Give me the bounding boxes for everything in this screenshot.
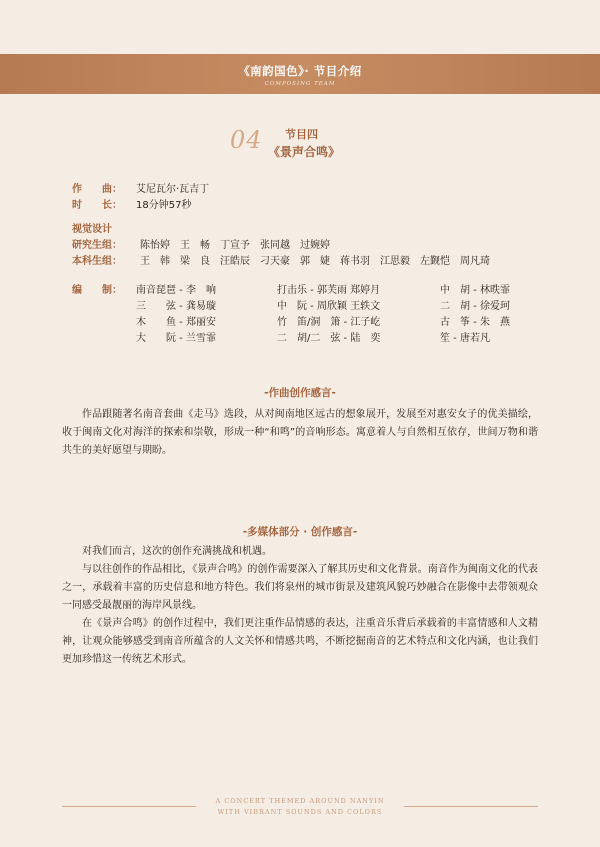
header-title: 《南韵国色》· 节目介绍	[238, 64, 362, 78]
duration-label: 时 长：	[72, 200, 122, 211]
orch-cell: 二 胡 - 徐爱珂	[440, 301, 510, 312]
composer-label: 作 曲：	[72, 184, 122, 195]
program-number: 04	[230, 126, 263, 154]
footer-line-2: WITH VIBRANT SOUNDS AND COLORS	[217, 808, 383, 816]
program-label: 节目四	[285, 128, 318, 141]
visual-heading: 视觉设计	[72, 224, 112, 235]
media-notes-para-3: 在《景声合鸣》的创作过程中，我们更注重作品情感的表达，注重音乐背后承载着的丰富情感和人文精神，让观众能够感受到南音所蕴含的人文关怀和情感共鸣，不断挖掘南音的艺术特点和文化内涵，也让我们更加珍惜这一传统艺术形式。	[62, 618, 538, 665]
orchestration-label: 编 制：	[72, 285, 122, 296]
media-notes-heading: -多媒体部分 · 创作感言-	[242, 526, 358, 538]
media-notes-para-2: 与以往创作的作品相比，《景声合鸣》的创作需要深入了解其历史和文化背景。南音作为闽南文化的代表之一，承载着丰富的历史信息和地方特色。我们将泉州的城市街景及建筑风貌巧妙融合在影像中去带领观众一同感受最靓丽的海岸风景线。	[62, 564, 538, 611]
media-notes-para-1: 对我们而言，这次的创作充满挑战和机遇。	[82, 546, 272, 557]
composer-value: 艾尼瓦尔·瓦吉丁	[136, 184, 210, 195]
orch-cell: 大 阮 - 兰雪霏	[136, 333, 216, 344]
orch-cell: 打击乐 - 郭芙雨 郑婷月	[277, 285, 381, 296]
orch-cell: 古 筝 - 朱 燕	[440, 317, 510, 328]
grad-label: 研究生组：	[72, 240, 122, 251]
composer-notes-text: 作品跟随著名南音套曲《走马》选段，从对闽南地区远古的想象展开，发展至对惠安女子的优美描绘，收于闽南文化对海洋的探索和崇敬，形成一种“和鸣”的音响形态。寓意着人与自然相互依存，世间万物和谐共生的美好愿望与期盼。	[62, 409, 538, 456]
ug-names: 王 韩 梁 良 汪皓辰 刁天豪 郭 婕 蒋书羽 江思毅 左觐恺 周凡琦	[140, 256, 490, 267]
composer-notes-heading: -作曲创作感言-	[264, 387, 336, 399]
footer-line-1: A CONCERT THEMED AROUND NANYIN	[215, 797, 385, 805]
duration-value: 18分钟57秒	[136, 200, 192, 211]
orch-cell: 中 阮 - 周欣颖 王轶文	[277, 301, 381, 312]
orch-cell: 竹 笛/洞 箫 - 江子屹	[277, 317, 381, 328]
grad-names: 陈怡婷 王 畅 丁宣予 张同越 过婉婷	[140, 240, 330, 251]
orch-cell: 笙 - 唐若凡	[440, 333, 490, 344]
orch-cell: 三 弦 - 龚易璇	[136, 301, 216, 312]
footer-rule-right	[404, 806, 538, 807]
header-subtitle: COMPOSING TEAM	[264, 81, 336, 87]
orch-cell: 木 鱼 - 郑丽安	[136, 317, 216, 328]
footer-rule-left	[62, 806, 196, 807]
orch-cell: 二 胡/二 弦 - 陆 奕	[277, 333, 381, 344]
ug-label: 本科生组：	[72, 256, 122, 267]
program-title: 《景声合鸣》	[268, 145, 341, 159]
orch-cell: 南音琵琶 - 李 响	[136, 285, 216, 296]
orch-cell: 中 胡 - 林昳霏	[440, 285, 510, 296]
header-band	[0, 54, 600, 94]
